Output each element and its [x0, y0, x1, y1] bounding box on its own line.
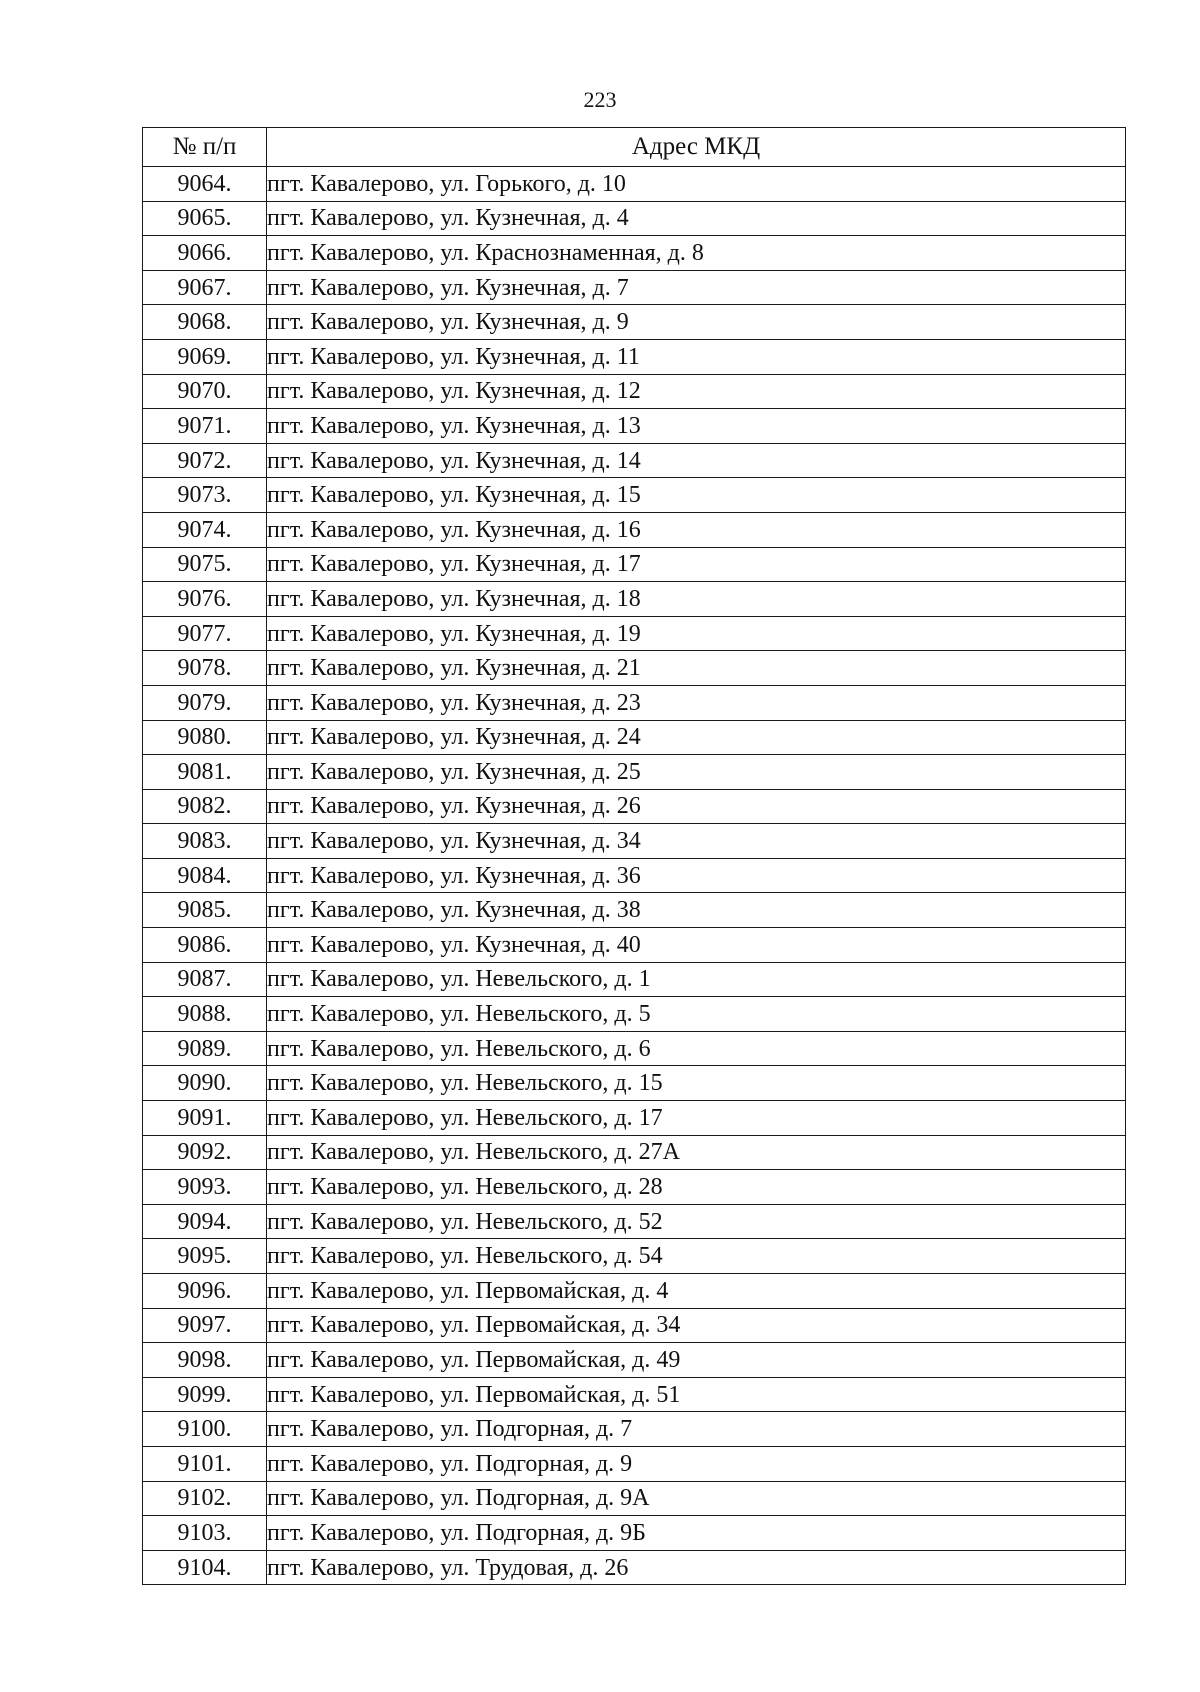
row-address: пгт. Кавалерово, ул. Невельского, д. 15	[267, 1066, 1126, 1101]
table-row	[143, 1274, 1126, 1309]
row-number: 9100.	[143, 1412, 267, 1447]
row-number: 9092.	[143, 1135, 267, 1170]
table-row	[143, 1031, 1126, 1066]
table-row	[143, 270, 1126, 305]
table-row	[143, 755, 1126, 790]
table-body	[143, 167, 1126, 1585]
row-address: пгт. Кавалерово, ул. Кузнечная, д. 40	[267, 928, 1126, 963]
row-number: 9072.	[143, 443, 267, 478]
header-address: Адрес МКД	[267, 128, 1126, 167]
row-address: пгт. Кавалерово, ул. Трудовая, д. 26	[267, 1550, 1126, 1585]
header-number: № п/п	[143, 128, 267, 167]
row-number: 9075.	[143, 547, 267, 582]
row-address: пгт. Кавалерово, ул. Горького, д. 10	[267, 167, 1126, 202]
row-address: пгт. Кавалерово, ул. Кузнечная, д. 36	[267, 858, 1126, 893]
row-number: 9080.	[143, 720, 267, 755]
row-number: 9094.	[143, 1204, 267, 1239]
row-number: 9084.	[143, 858, 267, 893]
table-row	[143, 1101, 1126, 1136]
table-row	[143, 997, 1126, 1032]
row-number: 9082.	[143, 789, 267, 824]
row-address: пгт. Кавалерово, ул. Кузнечная, д. 24	[267, 720, 1126, 755]
row-number: 9085.	[143, 893, 267, 928]
table-row	[143, 1550, 1126, 1585]
row-number: 9069.	[143, 339, 267, 374]
row-address: пгт. Кавалерово, ул. Кузнечная, д. 9	[267, 305, 1126, 340]
table-row	[143, 1239, 1126, 1274]
table-row	[143, 1446, 1126, 1481]
address-table	[142, 127, 1126, 1585]
row-number: 9101.	[143, 1446, 267, 1481]
table-row	[143, 928, 1126, 963]
table-row	[143, 789, 1126, 824]
row-address: пгт. Кавалерово, ул. Невельского, д. 17	[267, 1101, 1126, 1136]
row-address: пгт. Кавалерово, ул. Подгорная, д. 7	[267, 1412, 1126, 1447]
row-number: 9104.	[143, 1550, 267, 1585]
row-address: пгт. Кавалерово, ул. Подгорная, д. 9	[267, 1446, 1126, 1481]
table-row	[143, 305, 1126, 340]
row-number: 9086.	[143, 928, 267, 963]
row-number: 9091.	[143, 1101, 267, 1136]
table-row	[143, 858, 1126, 893]
row-address: пгт. Кавалерово, ул. Первомайская, д. 34	[267, 1308, 1126, 1343]
row-address: пгт. Кавалерово, ул. Кузнечная, д. 7	[267, 270, 1126, 305]
row-address: пгт. Кавалерово, ул. Краснознаменная, д. 8	[267, 236, 1126, 271]
table-row	[143, 1377, 1126, 1412]
row-number: 9083.	[143, 824, 267, 859]
table-row	[143, 1412, 1126, 1447]
row-number: 9099.	[143, 1377, 267, 1412]
table-row	[143, 236, 1126, 271]
row-address: пгт. Кавалерово, ул. Кузнечная, д. 18	[267, 582, 1126, 617]
row-address: пгт. Кавалерово, ул. Первомайская, д. 4	[267, 1274, 1126, 1309]
row-number: 9103.	[143, 1516, 267, 1551]
table-row	[143, 374, 1126, 409]
table-row	[143, 651, 1126, 686]
table-row	[143, 1170, 1126, 1205]
row-number: 9090.	[143, 1066, 267, 1101]
table-row	[143, 616, 1126, 651]
table-row	[143, 720, 1126, 755]
table-row	[143, 824, 1126, 859]
row-address: пгт. Кавалерово, ул. Кузнечная, д. 14	[267, 443, 1126, 478]
row-number: 9077.	[143, 616, 267, 651]
table-row	[143, 409, 1126, 444]
row-number: 9081.	[143, 755, 267, 790]
row-number: 9089.	[143, 1031, 267, 1066]
table-row	[143, 1135, 1126, 1170]
row-number: 9098.	[143, 1343, 267, 1378]
row-address: пгт. Кавалерово, ул. Кузнечная, д. 11	[267, 339, 1126, 374]
table-header-row	[143, 128, 1126, 167]
table-row	[143, 201, 1126, 236]
row-address: пгт. Кавалерово, ул. Кузнечная, д. 12	[267, 374, 1126, 409]
row-address: пгт. Кавалерово, ул. Кузнечная, д. 21	[267, 651, 1126, 686]
row-number: 9067.	[143, 270, 267, 305]
row-number: 9096.	[143, 1274, 267, 1309]
row-number: 9066.	[143, 236, 267, 271]
row-number: 9079.	[143, 685, 267, 720]
row-number: 9088.	[143, 997, 267, 1032]
row-address: пгт. Кавалерово, ул. Кузнечная, д. 19	[267, 616, 1126, 651]
row-number: 9102.	[143, 1481, 267, 1516]
table-row	[143, 512, 1126, 547]
row-number: 9070.	[143, 374, 267, 409]
row-address: пгт. Кавалерово, ул. Невельского, д. 28	[267, 1170, 1126, 1205]
row-address: пгт. Кавалерово, ул. Кузнечная, д. 17	[267, 547, 1126, 582]
row-address: пгт. Кавалерово, ул. Кузнечная, д. 13	[267, 409, 1126, 444]
row-number: 9068.	[143, 305, 267, 340]
row-number: 9065.	[143, 201, 267, 236]
table-row	[143, 1066, 1126, 1101]
row-address: пгт. Кавалерово, ул. Первомайская, д. 51	[267, 1377, 1126, 1412]
row-number: 9078.	[143, 651, 267, 686]
table-row	[143, 167, 1126, 202]
row-number: 9097.	[143, 1308, 267, 1343]
row-number: 9074.	[143, 512, 267, 547]
page-number: 223	[583, 87, 617, 112]
row-address: пгт. Кавалерово, ул. Первомайская, д. 49	[267, 1343, 1126, 1378]
table-row	[143, 1308, 1126, 1343]
row-address: пгт. Кавалерово, ул. Невельского, д. 54	[267, 1239, 1126, 1274]
row-number: 9071.	[143, 409, 267, 444]
row-address: пгт. Кавалерово, ул. Невельского, д. 1	[267, 962, 1126, 997]
row-address: пгт. Кавалерово, ул. Кузнечная, д. 38	[267, 893, 1126, 928]
table-row	[143, 339, 1126, 374]
table-row	[143, 443, 1126, 478]
row-address: пгт. Кавалерово, ул. Кузнечная, д. 26	[267, 789, 1126, 824]
table-row	[143, 478, 1126, 513]
row-number: 9076.	[143, 582, 267, 617]
table-row	[143, 1516, 1126, 1551]
table-row	[143, 893, 1126, 928]
row-address: пгт. Кавалерово, ул. Кузнечная, д. 25	[267, 755, 1126, 790]
row-number: 9093.	[143, 1170, 267, 1205]
table-row	[143, 685, 1126, 720]
table-row	[143, 1481, 1126, 1516]
row-address: пгт. Кавалерово, ул. Невельского, д. 5	[267, 997, 1126, 1032]
row-address: пгт. Кавалерово, ул. Кузнечная, д. 34	[267, 824, 1126, 859]
row-address: пгт. Кавалерово, ул. Невельского, д. 27А	[267, 1135, 1126, 1170]
table-row	[143, 1204, 1126, 1239]
row-address: пгт. Кавалерово, ул. Подгорная, д. 9Б	[267, 1516, 1126, 1551]
row-address: пгт. Кавалерово, ул. Невельского, д. 6	[267, 1031, 1126, 1066]
table-row	[143, 962, 1126, 997]
row-address: пгт. Кавалерово, ул. Кузнечная, д. 16	[267, 512, 1126, 547]
row-number: 9087.	[143, 962, 267, 997]
row-address: пгт. Кавалерово, ул. Кузнечная, д. 4	[267, 201, 1126, 236]
row-address: пгт. Кавалерово, ул. Кузнечная, д. 23	[267, 685, 1126, 720]
table-row	[143, 547, 1126, 582]
table-row	[143, 1343, 1126, 1378]
row-number: 9073.	[143, 478, 267, 513]
row-address: пгт. Кавалерово, ул. Подгорная, д. 9А	[267, 1481, 1126, 1516]
table-row	[143, 582, 1126, 617]
row-number: 9064.	[143, 167, 267, 202]
row-address: пгт. Кавалерово, ул. Невельского, д. 52	[267, 1204, 1126, 1239]
row-number: 9095.	[143, 1239, 267, 1274]
row-address: пгт. Кавалерово, ул. Кузнечная, д. 15	[267, 478, 1126, 513]
